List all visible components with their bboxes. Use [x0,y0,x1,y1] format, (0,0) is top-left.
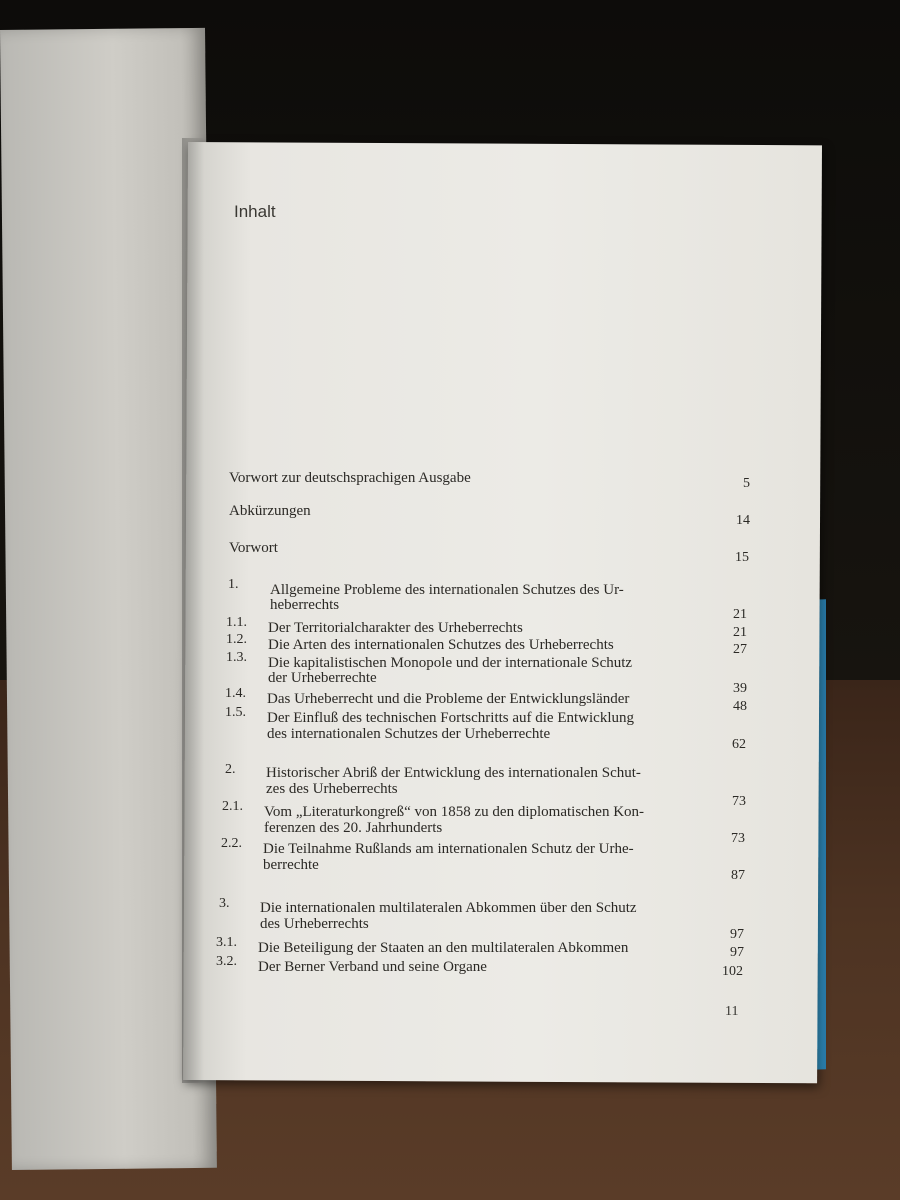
toc-entry-title-line1: Die internationalen multilateralen Abkommen über den Schutz [260,900,637,916]
toc-entry-title-line1: Historischer Abriß der Entwicklung des internationalen Schut- [266,765,641,781]
toc-entry-page: 15 [735,550,749,565]
toc-entry-page: 48 [733,699,747,714]
toc-entry-title: Der Territorialcharakter des Urheberrechts [268,620,523,636]
toc-entry-page: 21 [733,607,747,622]
toc-entry-title: Vorwort zur deutschsprachigen Ausgabe [229,470,471,486]
toc-entry-page: 97 [730,945,744,960]
toc-entry-title-line2: ferenzen des 20. Jahrhunderts [264,820,443,836]
toc-entry-title: Der Berner Verband und seine Organe [258,959,487,975]
toc-entry-number: 2.1. [222,799,243,814]
toc-entry-title: Die Arten des internationalen Schutzes des Urheberrechts [268,637,614,653]
toc-entry-page: 87 [731,868,745,883]
toc-entry-page: 27 [733,642,747,657]
toc-entry-title-line2: berrechte [263,857,319,873]
toc-entry-number: 3. [219,896,230,911]
toc-entry-title-line1: Die Teilnahme Rußlands am internationalen Schutz der Urhe- [263,841,634,857]
toc-entry-page: 39 [733,681,747,696]
toc-entry-number: 3.1. [216,935,237,950]
toc-entry-title: Abkürzungen [229,503,311,519]
toc-entry-title: Das Urheberrecht und die Probleme der Entwicklungsländer [267,691,630,707]
toc-heading: Inhalt [234,202,276,221]
toc-entry-title-line2: heberrechts [270,597,340,613]
toc-entry-title-line1: Allgemeine Probleme des internationalen Schutzes des Ur- [270,582,624,598]
toc-entry-page: 21 [733,625,747,640]
toc-entry-title-line2: der Urheberrechte [268,670,377,686]
toc-entry-number: 1.3. [226,650,247,665]
toc-entry-number: 2.2. [221,836,242,851]
page-gutter-shadow [182,138,204,1083]
toc-entry-title-line2: des Urheberrechts [260,916,369,932]
toc-entry-page: 73 [731,831,745,846]
toc-entry-number: 2. [225,762,236,777]
toc-entry-number: 1.2. [226,632,247,647]
toc-entry-title: Die Beteiligung der Staaten an den multilateralen Abkommen [258,940,629,956]
toc-entry-page: 5 [743,476,750,491]
toc-entry-page: 97 [730,927,744,942]
toc-entry-title-line2: des internationalen Schutzes der Urheberrechte [267,726,551,742]
toc-entry-page: 102 [722,964,743,979]
toc-entry-page: 73 [732,794,746,809]
toc-entry-number: 1.5. [225,705,246,720]
toc-entry-page: 14 [736,513,750,528]
toc-entry-title-line1: Der Einfluß des technischen Fortschritts auf die Entwicklung [267,710,634,726]
toc-entry-title-line1: Die kapitalistischen Monopole und der internationale Schutz [268,655,633,671]
toc-entry-title-line2: zes des Urheberrechts [266,781,398,797]
toc-entry-number: 3.2. [216,954,237,969]
toc-entry-title-line1: Vom „Literaturkongreß“ von 1858 zu den diplomatischen Kon- [264,804,645,820]
toc-entry-number: 1.4. [225,686,246,701]
toc-entry-title: Vorwort [229,540,278,556]
toc-entry-page: 62 [732,737,746,752]
toc-entry-number: 1. [228,577,239,592]
page-number: 11 [725,1004,739,1019]
toc-entry-number: 1.1. [226,615,247,630]
